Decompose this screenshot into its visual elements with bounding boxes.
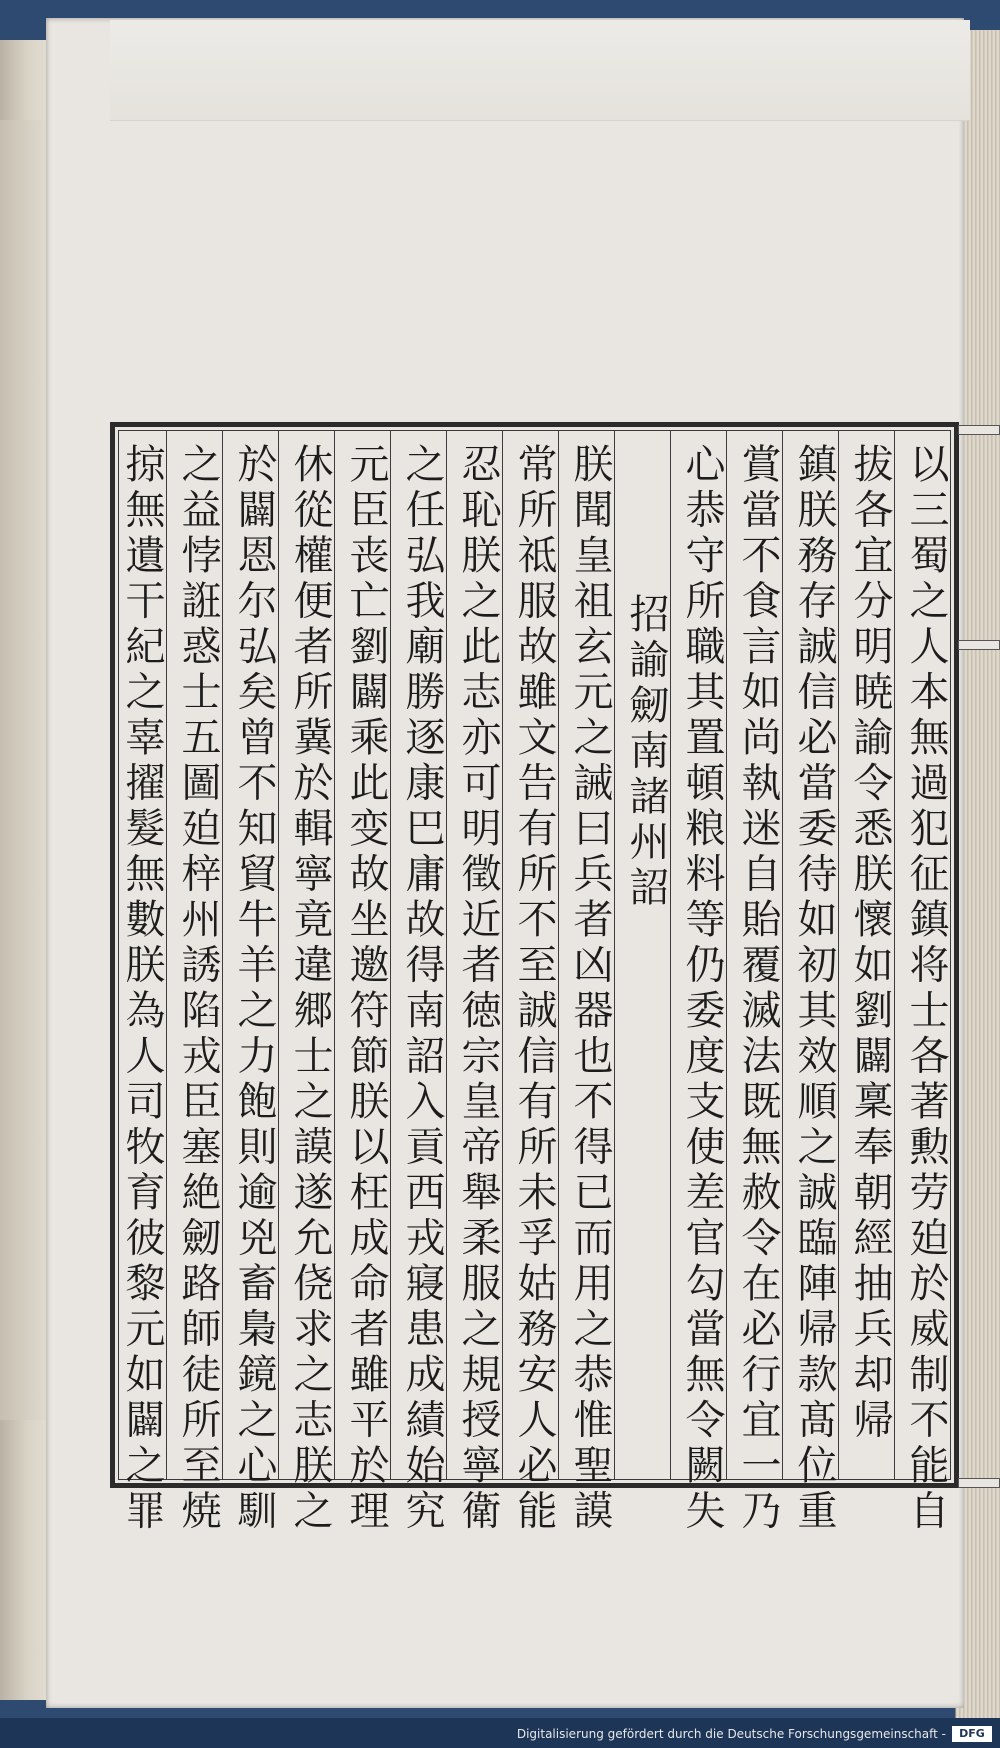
text-column: 忍恥朕之此志亦可明徵近者徳宗皇帝舉柔服之規授寧衛: [455, 443, 501, 1535]
text-column: 鎮朕務存誠信必當委待如初其效順之誠臨陣帰款髙位重: [791, 443, 837, 1535]
text-column: 之任弘我廟勝逐康巴庸故得南詔入貢西戎寢患成績始究: [399, 443, 445, 1535]
page-flap: [110, 20, 970, 121]
binding-thread: [958, 1478, 1000, 1488]
dfg-logo: DFG: [952, 1726, 992, 1742]
text-column: 元臣丧亡劉闢乘此变故坐邀符節朕以枉成命者雖平於理: [343, 443, 389, 1535]
binding-thread: [958, 640, 1000, 650]
previous-page-fold: [0, 120, 48, 1420]
text-column: 以三蜀之人本無過犯征鎮将士各著勲劳廹於威制不能自: [903, 443, 949, 1535]
text-column: 於闢恩尔弘矣曾不知貿牛羊之力飽則逾兇畜梟鏡之心馴: [231, 443, 277, 1535]
text-column: 心恭守所職其置頓粮料等仍委度支使差官勾當無令闕失: [679, 443, 725, 1535]
footer-credit: Digitalisierung gefördert durch die Deutsche Forschungsgemeinschaft -: [516, 1727, 946, 1741]
footer-bar: [0, 1718, 1000, 1748]
section-heading: 招諭劒南諸州詔: [623, 593, 669, 912]
text-column: 賞當不食言如尚執迷自貽覆滅法既無赦令在必行宜一乃: [735, 443, 781, 1535]
text-column: 常所祗服故雖文告有所不至誠信有所未孚姑務安人必能: [511, 443, 557, 1535]
text-column: 朕聞皇祖玄元之誡曰兵者凶器也不得已而用之恭惟聖謨: [567, 443, 613, 1535]
text-column: 掠無遺干紀之辜擢髮無數朕為人司牧育彼黎元如闢之罪: [119, 443, 165, 1535]
text-column: 之益悖誑惑士五圖廹梓州誘陷戎臣塞絶劒路師徒所至焼: [175, 443, 221, 1535]
binding-thread: [958, 425, 1000, 435]
text-column: 休從權便者所冀於輯寧竟違郷士之謨遂允侥求之志朕之: [287, 443, 333, 1535]
text-column: 拔各宜分明暁諭令悉朕懷如劉闢稟奉朝經抽兵却帰: [847, 443, 893, 1444]
text-frame: [110, 422, 959, 1535]
